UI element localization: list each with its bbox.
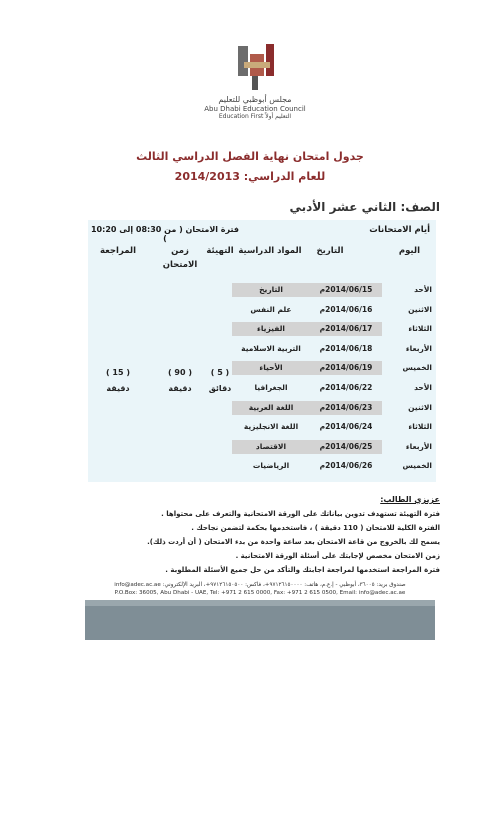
page-title: جدول امتحان نهاية الفصل الدراسي الثالث <box>136 150 364 163</box>
notes-title: عزيزي الطالب: <box>380 495 440 504</box>
logo-line-en: Abu Dhabi Education Council <box>204 104 306 113</box>
row-subject: الفيزياء <box>232 322 310 336</box>
row-date: 2014/06/25م <box>310 440 382 454</box>
row-day: الأحد <box>414 383 432 392</box>
col-subjects: المواد الدراسية <box>238 246 302 256</box>
footer-english: P.O.Box: 36005, Abu Dhabi - UAE, Tel: +971 2 615 0000, Fax: +971 2 615 0500, Email: info@adec.ac.ae <box>114 590 406 596</box>
logo-line-ar: مجلس أبوظبي للتعليم <box>218 95 292 104</box>
exam-period-label: فترة الامتحان ( من 08:30 إلى 10:20 ) <box>90 225 240 243</box>
logo-line-tag: Education First التعليم أولاً <box>218 113 292 120</box>
row-day: الخميس <box>402 461 432 471</box>
prep-unit: دقائق <box>208 384 232 393</box>
row-subject: التاريخ <box>232 283 310 297</box>
row-day: الخميس <box>402 363 432 373</box>
col-exam-time-2: الامتحان <box>162 260 198 270</box>
row-subject: الأحياء <box>232 361 310 375</box>
row-subject: علم النفس <box>250 304 292 314</box>
prep-value: ( 5 ) <box>210 368 230 377</box>
logo-text <box>190 96 320 122</box>
footer-arabic: صندوق بريد: ٣٦٠٠٥، أبوظبي - إ.ع.م، هاتف: ٩٧١٢٦١٥٠٠٠٠+، فاكس: ٩٧١٢٦١٥٠٥٠٠+، البريد الإلكتروني: info@adec.ac.ae <box>114 582 406 588</box>
col-day: اليوم <box>398 246 420 256</box>
note-item: فترة التهيئة تستهدف تدوين بياناتك على الورقة الامتحانية والتعرف على محتواها . <box>161 510 440 518</box>
row-subject: الجغرافيا <box>254 383 288 392</box>
row-date: 2014/06/15م <box>310 283 382 297</box>
note-item: زمن الامتحان مخصص لإجابتك على أسئلة الورقة الامتحانية . <box>235 552 440 560</box>
row-date: 2014/06/19م <box>310 361 382 375</box>
adec-logo-mark-icon <box>200 40 310 96</box>
row-date: 2014/06/22م <box>319 383 373 392</box>
exam-value: ( 90 ) <box>167 368 192 377</box>
row-subject: اللغة العربية <box>232 401 310 415</box>
row-date: 2014/06/24م <box>319 422 373 432</box>
row-day: الثلاثاء <box>408 324 432 334</box>
row-date: 2014/06/16م <box>319 304 373 314</box>
col-review: المراجعة <box>99 246 137 256</box>
row-date: 2014/06/26م <box>319 461 373 471</box>
row-date: 2014/06/17م <box>310 322 382 336</box>
academic-year: للعام الدراسي: 2014/2013 <box>174 170 326 183</box>
row-subject: الرياضيات <box>252 461 290 471</box>
col-prep: التهيئة <box>206 246 234 256</box>
row-day: الأربعاء <box>405 441 432 451</box>
footer-bar <box>85 606 435 640</box>
note-item: يسمح لك بالخروج من قاعة الامتحان بعد ساعة واحدة من بدء الامتحان ( أن أردت ذلك). <box>147 538 440 546</box>
row-day: الثلاثاء <box>408 422 432 432</box>
col-date: التاريخ <box>316 246 344 256</box>
note-item: فترة المراجعة استخدمها لمراجعة اجابتك والتأكد من حل جميع الأسئلة المطلوبة . <box>165 566 440 574</box>
exam-unit: دقيقة <box>168 384 192 393</box>
row-day: الأربعاء <box>405 343 432 353</box>
row-subject: اللغة الانجليزية <box>243 422 299 432</box>
row-date: 2014/06/23م <box>310 401 382 415</box>
row-day: الأحد <box>414 285 432 294</box>
grade-label: الصف: الثاني عشر الأدبي <box>289 200 440 214</box>
row-day: الاثنين <box>408 304 432 314</box>
row-date: 2014/06/18م <box>319 343 373 353</box>
row-subject: التربية الاسلامية <box>241 343 301 353</box>
row-subject: الاقتصاد <box>232 440 310 454</box>
col-exam-time: زمن <box>171 246 189 256</box>
note-item: الفترة الكلية للامتحان ( 110 دقيقة ) ، فاستخدمها بحكمة لتضمن نجاحك . <box>191 524 440 532</box>
exam-days-label: أيام الامتحانات <box>369 225 430 235</box>
review-unit: دقيقة <box>106 384 130 393</box>
row-day: الاثنين <box>408 402 432 412</box>
review-value: ( 15 ) <box>105 368 130 377</box>
